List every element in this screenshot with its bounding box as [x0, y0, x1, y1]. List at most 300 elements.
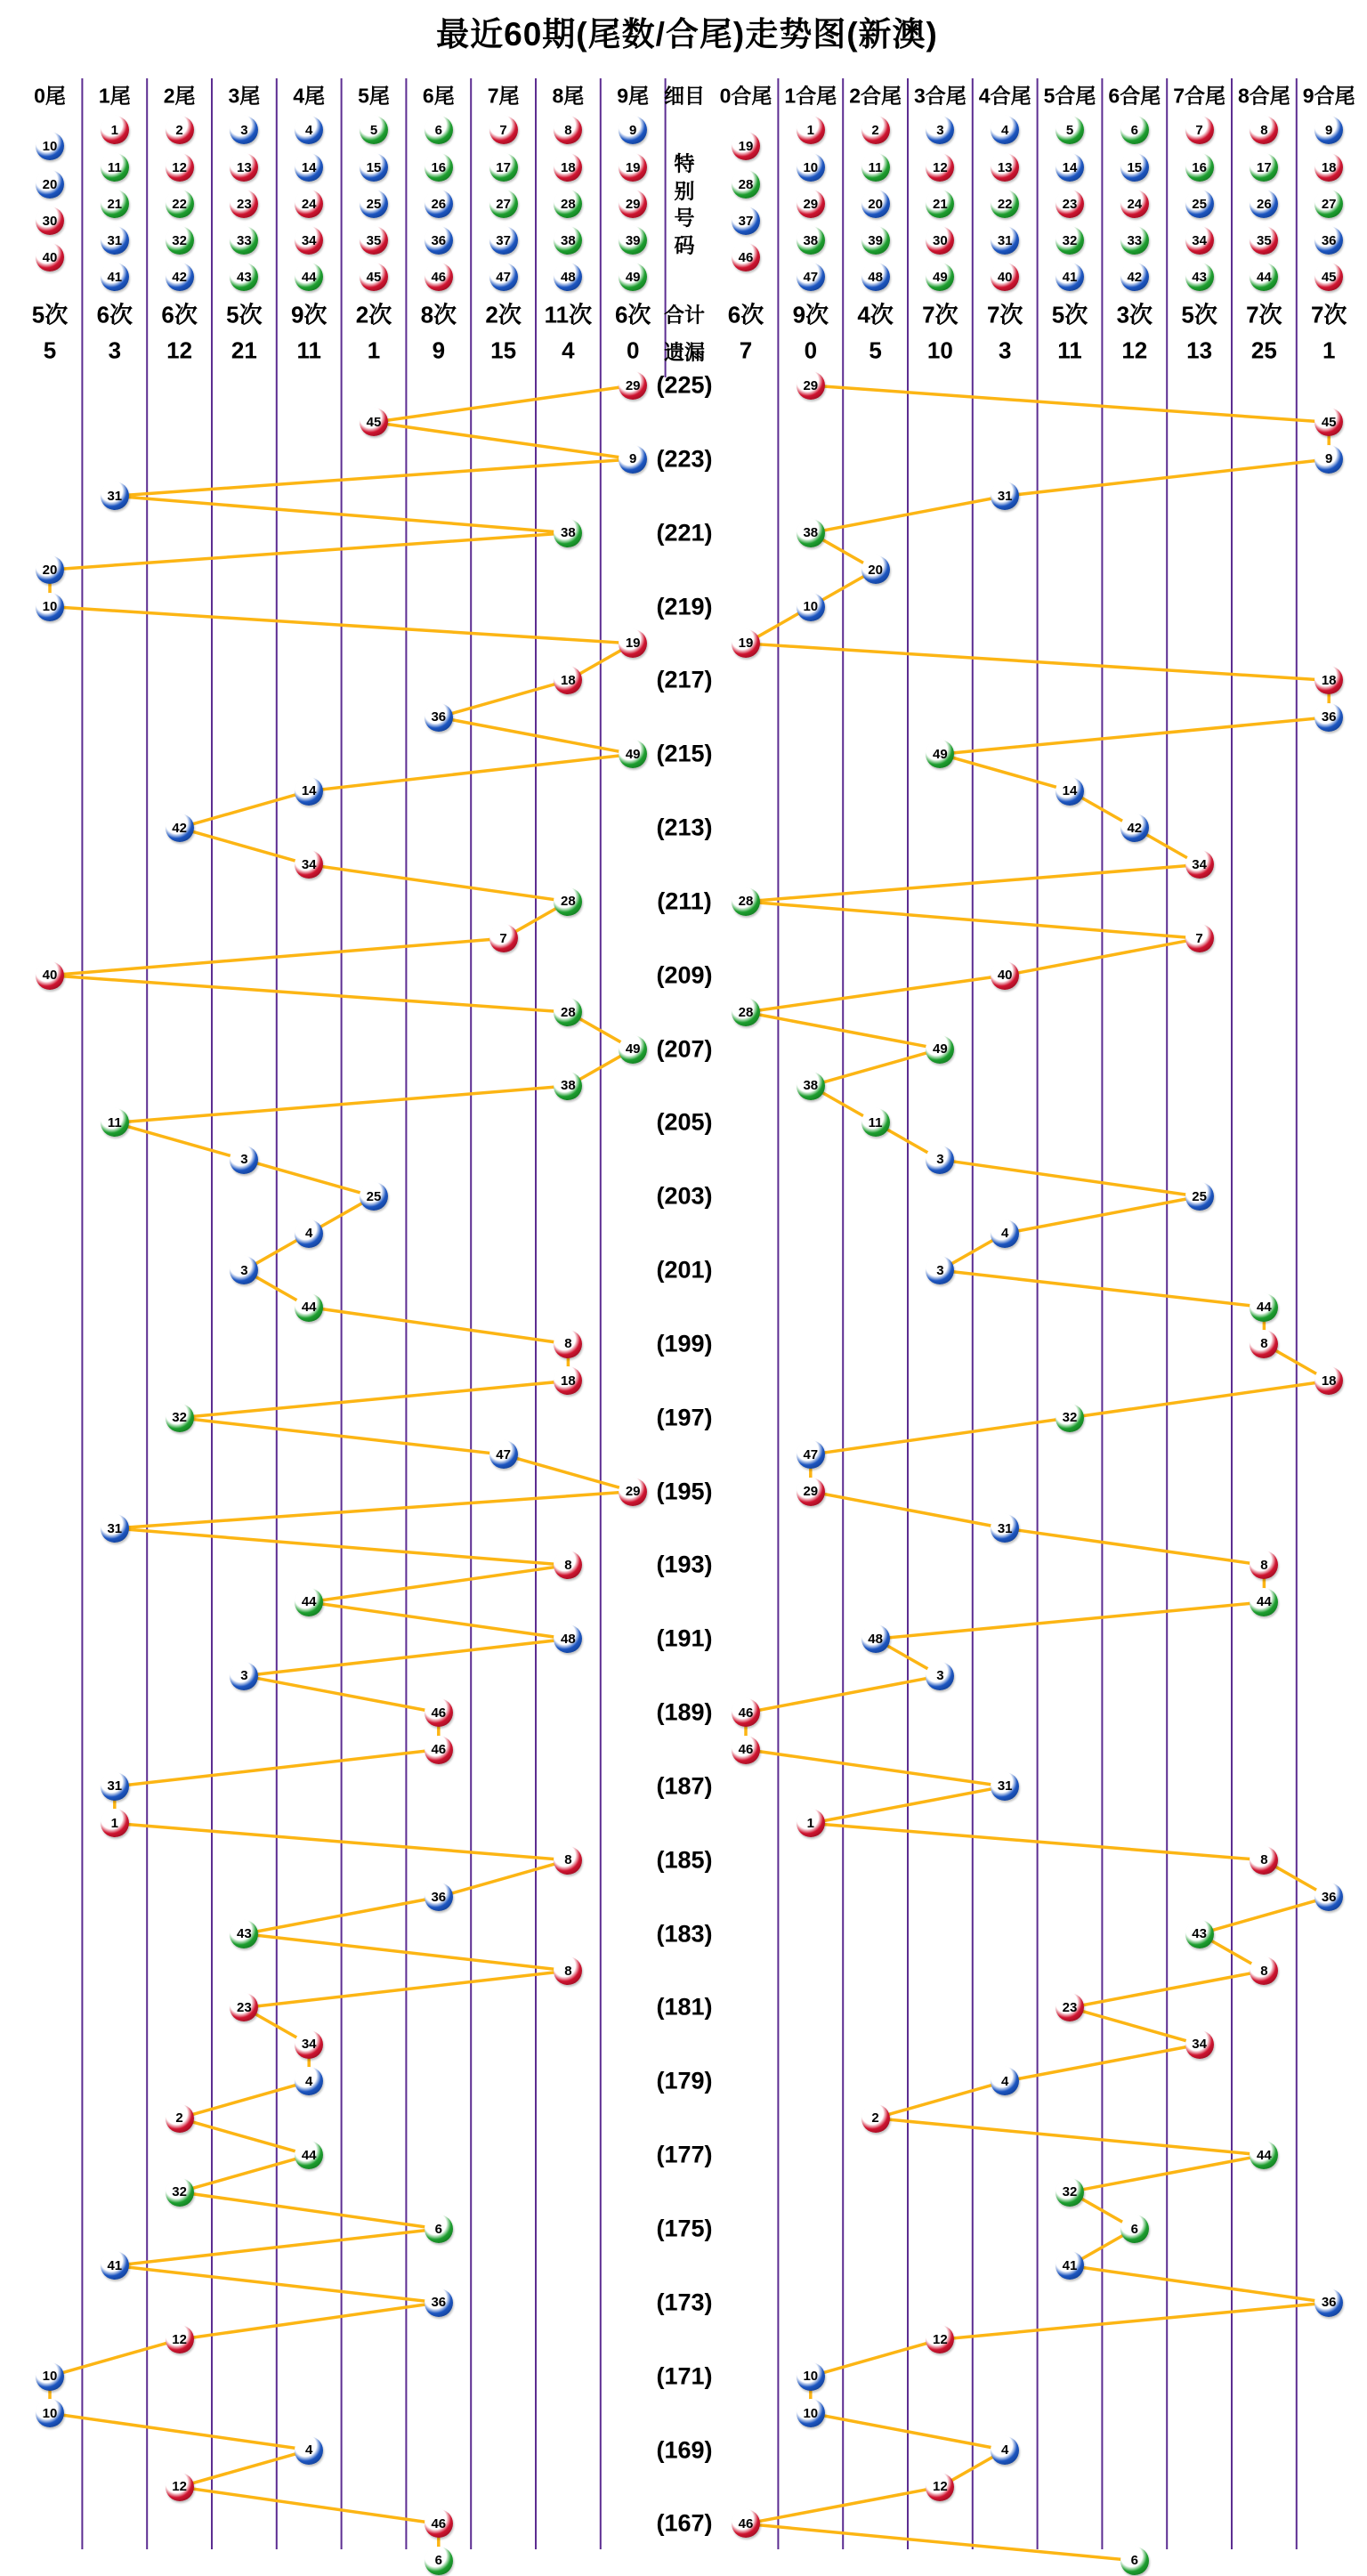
- chart-ball-sumtail: [1250, 1293, 1278, 1322]
- ball-number: 48: [561, 1631, 576, 1647]
- chart-ball-tail: [166, 2473, 194, 2501]
- chart-ball-sumtail: [732, 998, 760, 1026]
- ball-number: 25: [366, 1188, 382, 1204]
- middle-sum-label: 合计: [664, 303, 705, 327]
- chart-ball-sumtail: [797, 593, 825, 621]
- ball-number: 3: [240, 122, 248, 138]
- ball-number: 44: [301, 1594, 317, 1610]
- period-label: (207): [656, 1035, 713, 1063]
- middle-side-label: 别: [674, 179, 695, 202]
- ball-number: 40: [42, 968, 58, 984]
- chart-ball-tail: [554, 1846, 582, 1875]
- ball-number: 18: [1321, 672, 1337, 688]
- ball-number: 33: [237, 232, 252, 248]
- ball-number: 1: [110, 122, 118, 138]
- legend-ball: [166, 226, 194, 255]
- ball-number: 36: [431, 2295, 447, 2311]
- ball-number: 21: [933, 196, 948, 212]
- count-cell: 2次: [485, 301, 522, 328]
- middle-header: 细目: [664, 84, 705, 108]
- legend-ball: [425, 153, 453, 182]
- chart-ball-tail: [554, 519, 582, 547]
- ball-number: 44: [301, 269, 317, 285]
- legend-ball: [1185, 153, 1214, 182]
- ball-number: 5: [1065, 122, 1074, 138]
- chart-ball-sumtail: [1185, 850, 1214, 879]
- period-label: (185): [656, 1846, 713, 1874]
- middle-side-label: 号: [674, 206, 695, 230]
- ball-number: 4: [1001, 1226, 1009, 1242]
- legend-ball: [36, 207, 64, 235]
- legend-ball: [1185, 226, 1214, 255]
- chart-ball-tail: [295, 777, 323, 806]
- ball-number: 36: [1321, 709, 1337, 725]
- ball-number: 49: [625, 746, 641, 762]
- count-cell: 6次: [161, 301, 198, 328]
- ball-number: 10: [803, 2369, 819, 2385]
- legend-ball: [1056, 226, 1084, 255]
- ball-number: 8: [564, 1557, 572, 1573]
- period-label: (195): [656, 1478, 713, 1505]
- ball-number: 10: [42, 2405, 58, 2421]
- ball-number: 12: [172, 2331, 187, 2347]
- ball-number: 21: [107, 196, 123, 212]
- ball-number: 46: [431, 2515, 447, 2531]
- chart-ball-sumtail: [861, 2104, 890, 2133]
- ball-number: 9: [629, 451, 637, 467]
- chart-ball-sumtail: [1056, 777, 1084, 806]
- ball-number: 36: [431, 1889, 447, 1905]
- ball-number: 23: [1062, 196, 1078, 212]
- ball-number: 45: [366, 414, 382, 430]
- ball-number: 4: [1001, 2073, 1009, 2089]
- legend-ball: [1056, 263, 1084, 291]
- chart-ball-tail: [295, 2436, 323, 2465]
- ball-number: 47: [803, 269, 819, 285]
- legend-ball: [489, 226, 518, 255]
- ball-number: 46: [738, 1705, 754, 1721]
- chart-ball-tail: [166, 1404, 194, 1432]
- legend-ball: [36, 243, 64, 271]
- ball-number: 37: [496, 232, 511, 248]
- ball-number: 40: [997, 269, 1013, 285]
- ball-number: 3: [936, 122, 944, 138]
- period-label: (211): [657, 887, 712, 915]
- ball-number: 37: [738, 213, 754, 229]
- count-cell: 5次: [1181, 301, 1217, 328]
- ball-number: 1: [806, 1815, 814, 1831]
- middle-side-label: 特: [674, 151, 695, 175]
- chart-ball-tail: [489, 1440, 518, 1469]
- legend-ball: [101, 116, 129, 144]
- ball-number: 13: [237, 159, 252, 175]
- period-label: (171): [656, 2362, 713, 2390]
- ball-number: 18: [561, 159, 576, 175]
- legend-ball: [1314, 116, 1343, 144]
- ball-number: 49: [625, 269, 641, 285]
- legend-ball: [360, 153, 388, 182]
- ball-number: 28: [561, 1004, 576, 1020]
- legend-ball: [619, 226, 647, 255]
- ball-number: 28: [738, 894, 754, 910]
- chart-ball-tail: [619, 629, 647, 658]
- legend-ball: [1314, 263, 1343, 291]
- ball-number: 47: [496, 1446, 511, 1462]
- legend-ball: [1314, 190, 1343, 218]
- legend-ball: [1120, 153, 1149, 182]
- ball-number: 25: [1192, 1188, 1207, 1204]
- period-label: (199): [656, 1330, 713, 1357]
- ball-number: 3: [936, 1152, 944, 1168]
- count-cell: 6次: [727, 301, 764, 328]
- ball-number: 14: [1062, 159, 1078, 175]
- ball-number: 8: [1260, 1557, 1268, 1573]
- chart-ball-sumtail: [1185, 924, 1214, 952]
- legend-ball: [797, 116, 825, 144]
- chart-ball-sumtail: [861, 1624, 890, 1653]
- ball-number: 41: [1062, 269, 1078, 285]
- ball-number: 19: [738, 138, 754, 154]
- ball-number: 19: [625, 636, 641, 652]
- ball-number: 44: [301, 1300, 317, 1315]
- legend-ball: [1056, 153, 1084, 182]
- ball-number: 12: [933, 2331, 948, 2347]
- column-header-5尾: 5尾: [358, 84, 390, 108]
- ball-number: 39: [625, 232, 641, 248]
- ball-number: 4: [305, 1226, 313, 1242]
- legend-ball: [732, 207, 760, 235]
- legend-ball: [1314, 226, 1343, 255]
- chart-ball-sumtail: [991, 1514, 1019, 1543]
- miss-cell: 4: [562, 336, 575, 364]
- ball-number: 6: [434, 122, 442, 138]
- ball-number: 34: [1192, 232, 1207, 248]
- miss-cell: 11: [1057, 336, 1082, 364]
- ball-number: 8: [564, 1963, 572, 1979]
- chart-ball-sumtail: [732, 1698, 760, 1727]
- chart-ball-tail: [619, 1035, 647, 1064]
- column-header-0合尾: 0合尾: [719, 84, 772, 108]
- ball-number: 3: [240, 1152, 248, 1168]
- chart-ball-tail: [101, 1772, 129, 1801]
- ball-number: 1: [110, 1815, 118, 1831]
- chart-ball-sumtail: [991, 961, 1019, 990]
- ball-number: 4: [305, 2442, 313, 2459]
- period-label: (215): [656, 740, 713, 767]
- chart-ball-tail: [619, 371, 647, 400]
- column-header-3尾: 3尾: [228, 84, 261, 108]
- period-label: (225): [656, 371, 713, 399]
- legend-ball: [101, 226, 129, 255]
- ball-number: 5: [369, 122, 378, 138]
- ball-number: 43: [1192, 1926, 1207, 1942]
- chart-ball-sumtail: [926, 1146, 954, 1174]
- legend-ball: [861, 153, 890, 182]
- ball-number: 10: [42, 138, 58, 154]
- ball-number: 41: [1062, 2257, 1078, 2273]
- chart-ball-sumtail: [1314, 2288, 1343, 2317]
- legend-ball: [1056, 116, 1084, 144]
- ball-number: 33: [1127, 232, 1143, 248]
- ball-number: 8: [564, 1852, 572, 1868]
- ball-number: 31: [107, 1778, 123, 1794]
- chart-ball-tail: [295, 1588, 323, 1616]
- legend-ball: [489, 116, 518, 144]
- ball-number: 38: [803, 232, 819, 248]
- ball-number: 4: [305, 2073, 313, 2089]
- chart-ball-sumtail: [1185, 2030, 1214, 2059]
- legend-ball: [1185, 263, 1214, 291]
- ball-number: 4: [1001, 2442, 1009, 2459]
- chart-ball-tail: [295, 2030, 323, 2059]
- ball-number: 42: [172, 820, 187, 836]
- legend-ball: [425, 226, 453, 255]
- chart-ball-sumtail: [1120, 814, 1149, 842]
- ball-number: 43: [1192, 269, 1207, 285]
- chart-ball-sumtail: [1250, 1846, 1278, 1875]
- ball-number: 4: [1001, 122, 1009, 138]
- ball-number: 32: [172, 1410, 187, 1426]
- ball-number: 3: [936, 1668, 944, 1684]
- ball-number: 20: [868, 196, 883, 212]
- ball-number: 46: [431, 269, 447, 285]
- ball-number: 36: [1321, 232, 1337, 248]
- ball-number: 10: [803, 159, 819, 175]
- ball-number: 48: [868, 269, 883, 285]
- ball-number: 48: [868, 1631, 883, 1647]
- period-label: (167): [656, 2509, 713, 2537]
- legend-ball: [619, 116, 647, 144]
- column-header-2尾: 2尾: [163, 84, 196, 108]
- legend-ball: [797, 226, 825, 255]
- ball-number: 35: [1257, 232, 1272, 248]
- chart-ball-tail: [425, 2215, 453, 2243]
- period-label: (175): [656, 2215, 713, 2242]
- legend-ball: [295, 263, 323, 291]
- period-label: (193): [656, 1551, 713, 1578]
- legend-ball: [489, 190, 518, 218]
- ball-number: 20: [42, 176, 58, 192]
- count-cell: 9次: [792, 301, 829, 328]
- ball-number: 49: [933, 746, 948, 762]
- ball-number: 4: [305, 122, 313, 138]
- ball-number: 8: [564, 122, 572, 138]
- middle-miss-label: 遗漏: [664, 340, 705, 364]
- miss-cell: 13: [1186, 336, 1213, 364]
- legend-ball: [991, 263, 1019, 291]
- period-label: (205): [656, 1108, 713, 1136]
- chart-ball-tail: [166, 2325, 194, 2353]
- ball-number: 6: [434, 2221, 442, 2237]
- period-label: (173): [656, 2288, 713, 2316]
- chart-ball-tail: [101, 1809, 129, 1837]
- miss-cell: 7: [739, 336, 753, 364]
- chart-ball-sumtail: [926, 1662, 954, 1690]
- period-label: (197): [656, 1404, 713, 1431]
- column-header-9合尾: 9合尾: [1302, 84, 1355, 108]
- ball-number: 11: [868, 159, 883, 175]
- ball-number: 38: [561, 525, 576, 541]
- chart-ball-sumtail: [926, 1035, 954, 1064]
- legend-ball: [861, 190, 890, 218]
- ball-number: 22: [172, 196, 187, 212]
- chart-ball-tail: [230, 1920, 258, 1948]
- ball-number: 32: [172, 232, 187, 248]
- miss-cell: 3: [998, 336, 1012, 364]
- ball-number: 7: [1195, 122, 1203, 138]
- miss-cell: 21: [231, 336, 257, 364]
- miss-cell: 12: [1121, 336, 1148, 364]
- ball-number: 38: [803, 525, 819, 541]
- legend-ball: [1185, 190, 1214, 218]
- chart-ball-tail: [36, 2399, 64, 2427]
- chart-ball-tail: [230, 1662, 258, 1690]
- chart-ball-tail: [36, 2362, 64, 2391]
- legend-ball: [166, 263, 194, 291]
- chart-ball-sumtail: [1056, 2178, 1084, 2207]
- chart-ball-sumtail: [991, 2436, 1019, 2465]
- ball-number: 6: [1130, 122, 1138, 138]
- ball-number: 42: [172, 269, 187, 285]
- ball-number: 22: [997, 196, 1013, 212]
- ball-number: 15: [366, 159, 382, 175]
- ball-number: 23: [237, 1999, 252, 2015]
- ball-number: 36: [431, 709, 447, 725]
- ball-number: 18: [561, 1373, 576, 1389]
- chart-ball-sumtail: [797, 1072, 825, 1100]
- legend-ball: [797, 190, 825, 218]
- ball-number: 13: [997, 159, 1013, 175]
- chart-ball-sumtail: [1185, 1920, 1214, 1948]
- chart-ball-tail: [101, 482, 129, 510]
- legend-ball: [295, 190, 323, 218]
- period-label: (223): [656, 445, 713, 473]
- ball-number: 27: [496, 196, 511, 212]
- legend-ball: [732, 132, 760, 160]
- count-cell: 7次: [922, 301, 959, 328]
- column-header-5合尾: 5合尾: [1043, 84, 1096, 108]
- legend-ball: [1120, 263, 1149, 291]
- ball-number: 2: [175, 2110, 183, 2126]
- ball-number: 31: [107, 232, 123, 248]
- miss-cell: 0: [804, 336, 818, 364]
- count-cell: 4次: [857, 301, 894, 328]
- legend-ball: [295, 116, 323, 144]
- ball-number: 26: [431, 196, 447, 212]
- miss-cell: 15: [490, 336, 517, 364]
- ball-number: 29: [625, 196, 641, 212]
- count-cell: 5次: [226, 301, 263, 328]
- ball-number: 31: [107, 1520, 123, 1536]
- chart-ball-tail: [295, 1293, 323, 1322]
- chart-ball-sumtail: [991, 1219, 1019, 1248]
- middle-side-label: 码: [674, 233, 695, 256]
- period-label: (221): [656, 519, 713, 547]
- legend-ball: [861, 116, 890, 144]
- legend-ball: [360, 226, 388, 255]
- chart-ball-sumtail: [1120, 2215, 1149, 2243]
- legend-ball: [36, 132, 64, 160]
- legend-ball: [101, 263, 129, 291]
- ball-number: 32: [1062, 232, 1078, 248]
- chart-ball-tail: [425, 703, 453, 732]
- ball-number: 40: [42, 249, 58, 265]
- chart-ball-tail: [36, 961, 64, 990]
- ball-number: 38: [803, 1078, 819, 1094]
- ball-number: 20: [868, 562, 883, 578]
- legend-ball: [1185, 116, 1214, 144]
- ball-number: 30: [42, 213, 58, 229]
- count-cell: 6次: [614, 301, 651, 328]
- legend-ball: [360, 190, 388, 218]
- legend-ball: [861, 226, 890, 255]
- chart-ball-tail: [101, 1514, 129, 1543]
- chart-ball-sumtail: [861, 555, 890, 584]
- ball-number: 16: [431, 159, 447, 175]
- ball-number: 12: [933, 159, 948, 175]
- ball-number: 29: [803, 377, 819, 393]
- period-label: (191): [656, 1624, 713, 1652]
- miss-cell: 10: [926, 336, 953, 364]
- ball-number: 20: [42, 562, 58, 578]
- ball-number: 43: [237, 1926, 252, 1942]
- column-header-7合尾: 7合尾: [1173, 84, 1225, 108]
- chart-ball-sumtail: [1120, 2547, 1149, 2575]
- ball-number: 44: [1257, 1594, 1272, 1610]
- ball-number: 30: [933, 232, 948, 248]
- legend-ball: [36, 170, 64, 198]
- ball-number: 6: [434, 2553, 442, 2569]
- ball-number: 3: [240, 1262, 248, 1278]
- ball-number: 29: [625, 1484, 641, 1500]
- ball-number: 11: [107, 1114, 122, 1130]
- ball-number: 23: [1062, 1999, 1078, 2015]
- legend-ball: [295, 226, 323, 255]
- chart-ball-sumtail: [797, 1478, 825, 1506]
- legend-ball: [1120, 190, 1149, 218]
- ball-number: 29: [803, 1484, 819, 1500]
- period-label: (177): [656, 2141, 713, 2168]
- ball-number: 36: [1321, 2295, 1337, 2311]
- ball-number: 10: [42, 2369, 58, 2385]
- ball-number: 8: [1260, 122, 1268, 138]
- chart-ball-tail: [425, 1698, 453, 1727]
- ball-number: 31: [997, 488, 1013, 504]
- legend-ball: [991, 190, 1019, 218]
- ball-number: 28: [561, 196, 576, 212]
- chart-ball-tail: [425, 2547, 453, 2575]
- miss-cell: 12: [166, 336, 193, 364]
- ball-number: 36: [1321, 1889, 1337, 1905]
- ball-number: 36: [431, 232, 447, 248]
- ball-number: 46: [431, 1742, 447, 1758]
- column-header-6尾: 6尾: [422, 84, 455, 108]
- legend-ball: [797, 263, 825, 291]
- miss-cell: 11: [296, 336, 321, 364]
- count-cell: 2次: [355, 301, 392, 328]
- ball-number: 31: [997, 1778, 1013, 1794]
- ball-number: 2: [871, 122, 879, 138]
- chart-ball-sumtail: [1314, 703, 1343, 732]
- legend-ball: [797, 153, 825, 182]
- ball-number: 2: [871, 2110, 879, 2126]
- ball-number: 10: [803, 2405, 819, 2421]
- ball-number: 8: [1260, 1336, 1268, 1352]
- ball-number: 18: [1321, 1373, 1337, 1389]
- ball-number: 28: [738, 176, 754, 192]
- legend-ball: [1056, 190, 1084, 218]
- ball-number: 8: [1260, 1852, 1268, 1868]
